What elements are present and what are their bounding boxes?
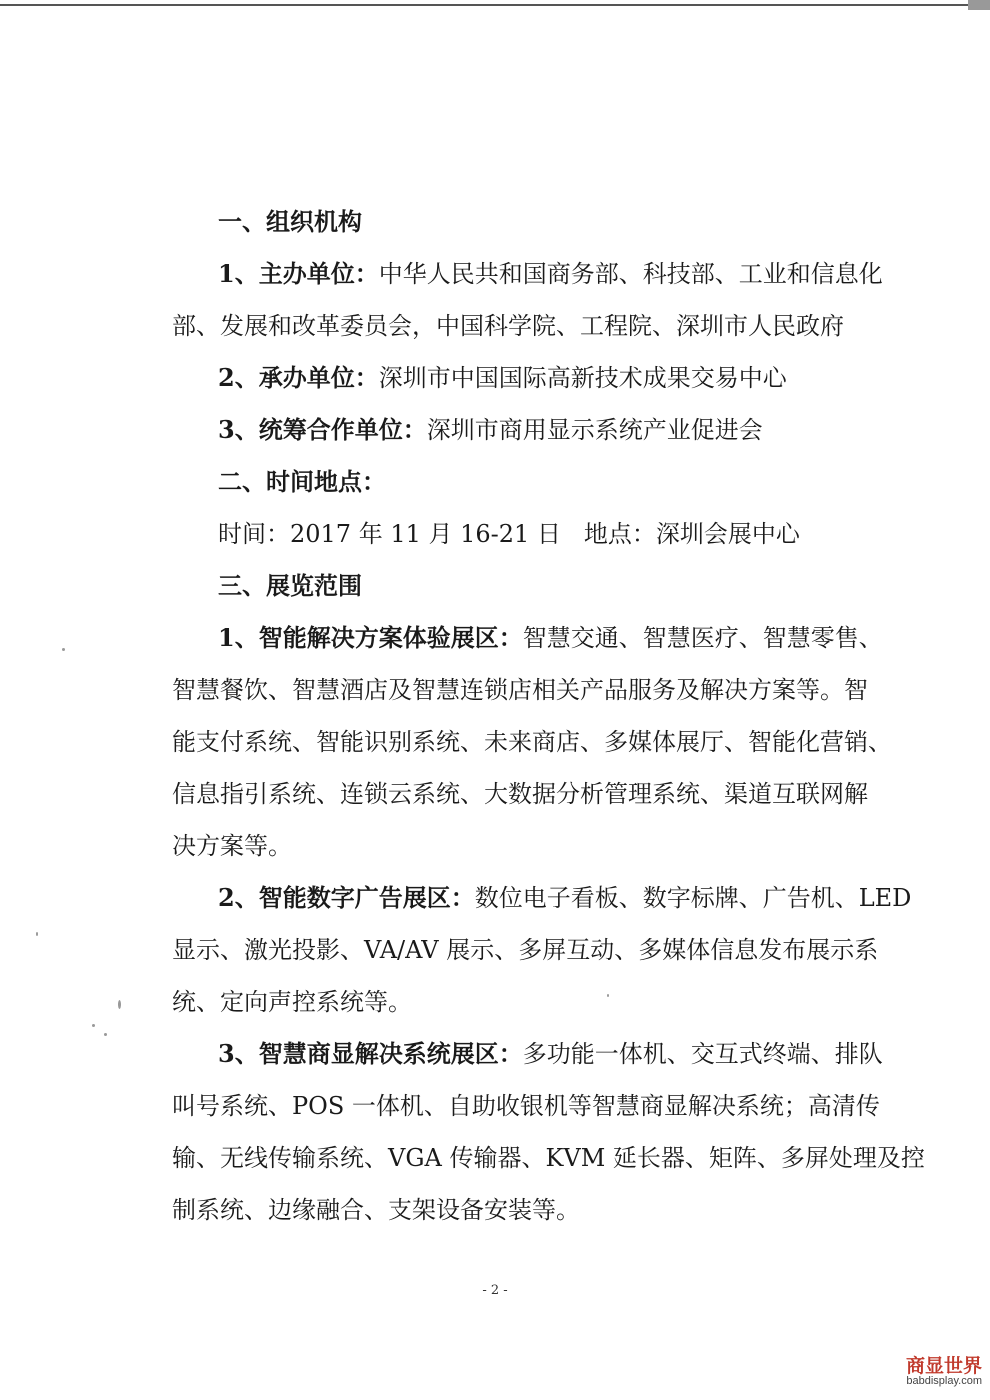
time-place-line: 时间：2017 年 11 月 16-21 日 地点：深圳会展中心: [218, 520, 800, 548]
zone2-line2: 显示、激光投影、VA/AV 展示、多屏互动、多媒体信息发布展示系: [172, 936, 879, 964]
page-number: - 2 -: [482, 1283, 508, 1298]
zone3-line2: 叫号系统、POS 一体机、自助收银机等智慧商显解决系统；高清传: [172, 1092, 880, 1120]
zone1-line1: 1、智能解决方案体验展区：智慧交通、智慧医疗、智慧零售、: [218, 623, 883, 652]
zone1-line2: 智慧餐饮、智慧酒店及智慧连锁店相关产品服务及解决方案等。智: [172, 676, 868, 704]
zone2-line1: 2、智能数字广告展区：数位电子看板、数字标牌、广告机、LED: [218, 883, 912, 912]
organizer-text-a: 中华人民共和国商务部、科技部、工业和信息化: [378, 260, 883, 288]
zone2-label: 2、智能数字广告展区：: [218, 883, 475, 912]
scan-speck: [104, 1033, 107, 1036]
scan-speck: [92, 1024, 95, 1027]
scan-speck: [36, 932, 38, 936]
section1-item2: [218, 363, 908, 393]
coordinator-label: 3、统筹合作单位：: [218, 415, 427, 444]
scan-top-edge: [0, 4, 990, 6]
organizer-label: 1、主办单位：: [218, 259, 379, 288]
section1-item1-line2: 部、发展和改革委员会，中国科学院、工程院、深圳市人民政府: [172, 312, 844, 340]
coordinator-text: 深圳市商用显示系统产业促进会: [426, 416, 763, 444]
zone1-label: 1、智能解决方案体验展区：: [218, 623, 523, 652]
watermark-title: 商显世界: [905, 1355, 982, 1377]
scan-speck: [607, 994, 609, 997]
section3-heading: 三、展览范围: [218, 571, 362, 600]
scan-corner-mark: [968, 0, 990, 10]
watermark-url: babdisplay.com: [906, 1375, 982, 1387]
zone3-line4: 制系统、边缘融合、支架设备安装等。: [172, 1196, 580, 1224]
zone1-line4: 信息指引系统、连锁云系统、大数据分析管理系统、渠道互联网解: [172, 780, 868, 808]
zone3-line1: 3、智慧商显解决系统展区：多功能一体机、交互式终端、排队: [218, 1039, 883, 1068]
scan-speck: [118, 1000, 121, 1009]
section1-item1-line1: [218, 259, 908, 289]
zone1-line3: 能支付系统、智能识别系统、未来商店、多媒体展厅、智能化营销、: [172, 728, 892, 756]
undertaker-text: 深圳市中国国际高新技术成果交易中心: [378, 364, 787, 392]
section1-heading: 一、组织机构: [218, 207, 362, 236]
undertaker-label: 2、承办单位：: [218, 363, 379, 392]
zone2-line3: 统、定向声控系统等。: [172, 988, 412, 1016]
zone3-line3: 输、无线传输系统、VGA 传输器、KVM 延长器、矩阵、多屏处理及控: [172, 1144, 925, 1172]
section2-heading: 二、时间地点：: [218, 467, 386, 496]
zone3-label: 3、智慧商显解决系统展区：: [218, 1039, 523, 1068]
section1-item3: [218, 415, 908, 445]
scan-speck: [62, 648, 65, 651]
zone1-line5: 决方案等。: [172, 832, 292, 860]
watermark-logo: [906, 1357, 982, 1387]
